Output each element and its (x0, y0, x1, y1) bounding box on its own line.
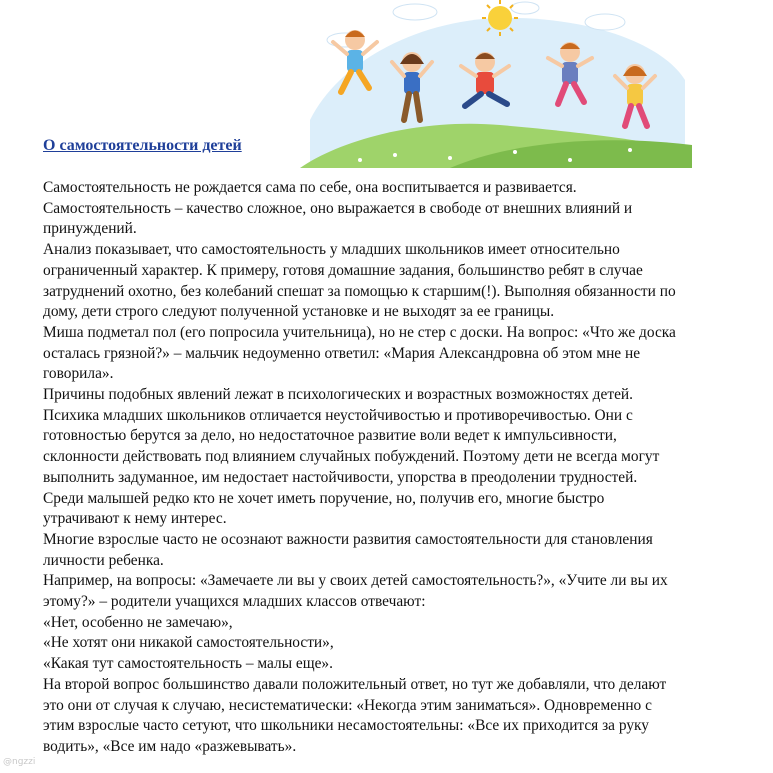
text-line: говорила». (43, 365, 114, 383)
text-line: утрачивают к нему интерес. (43, 510, 227, 528)
text-line: «Какая тут самостоятельность – малы еще». (43, 655, 333, 673)
text-line: Анализ показывает, что самостоятельность у младших школьников имеет относительно (43, 241, 620, 259)
text-line: Самостоятельность – качество сложное, оно выражается в свободе от внешних влияний и (43, 199, 633, 217)
text-line: Психика младших школьников отличается неустойчивостью и противоречивостью. Они с (43, 406, 633, 424)
text-line: «Не хотят они никакой самостоятельности», (43, 634, 334, 652)
text-line: «Нет, особенно не замечаю», (43, 613, 233, 631)
text-line: этим взрослые часто сетуют, что школьники несамостоятельны: «Все их приходится за руку (43, 717, 649, 735)
text-line: Среди малышей редко кто не хочет иметь поручение, но, получив его, многие быстро (43, 489, 605, 507)
header-illustration (300, 0, 692, 168)
text-line: Многие взрослые часто не осознают важности развития самостоятельности для становления (43, 530, 653, 548)
text-line: склонности действовать под влиянием случайных побуждений. Поэтому дети не всегда могут (43, 448, 660, 466)
text-line: выполнить задуманное, им недостает настойчивости, упорства в преодолении трудностей. (43, 468, 638, 486)
text-line: осталась грязной?» – мальчик недоуменно ответил: «Мария Александровна об этом мне не (43, 344, 641, 362)
text-line: ограниченный характер. К примеру, готовя домашние задания, большинство ребят в случае (43, 261, 643, 279)
text-line: затруднений охотно, без колебаний спешат за помощью к старшим(!). Выполняя обязанности по (43, 282, 676, 300)
text-line: Миша подметал пол (его попросила учительница), но не стер с доски. На вопрос: «Что же доска (43, 323, 676, 341)
article-title: О самостоятельности детей (43, 137, 242, 154)
text-line: этому?» – родители учащихся младших классов отвечают: (43, 593, 426, 611)
text-line: водить», «Все им надо «разжевывать». (43, 737, 297, 755)
watermark: @ngzzi (3, 757, 36, 767)
text-line: Причины подобных явлений лежат в психологических и возрастных возможностях детей. (43, 386, 633, 404)
article-body (43, 178, 743, 758)
text-line: Самостоятельность не рождается сама по себе, она воспитывается и развивается. (43, 179, 577, 196)
text-line: На второй вопрос большинство давали положительный ответ, но тут же добавляли, что делают (43, 675, 667, 693)
text-line: дому, дети строго следуют полученной установке и не выходят за ее границы. (43, 303, 555, 321)
text-line: личности ребенка. (43, 551, 164, 569)
text-line: это они от случая к случаю, несистематически: «Некогда этим заниматься». Одновременно с (43, 696, 652, 714)
text-line: Например, на вопросы: «Замечаете ли вы у своих детей самостоятельность?», «Учите ли вы их (43, 572, 668, 590)
text-line: принуждений. (43, 220, 137, 238)
text-line: готовностью берутся за дело, но недостаточное развитие воли ведет к импульсивности, (43, 427, 617, 445)
